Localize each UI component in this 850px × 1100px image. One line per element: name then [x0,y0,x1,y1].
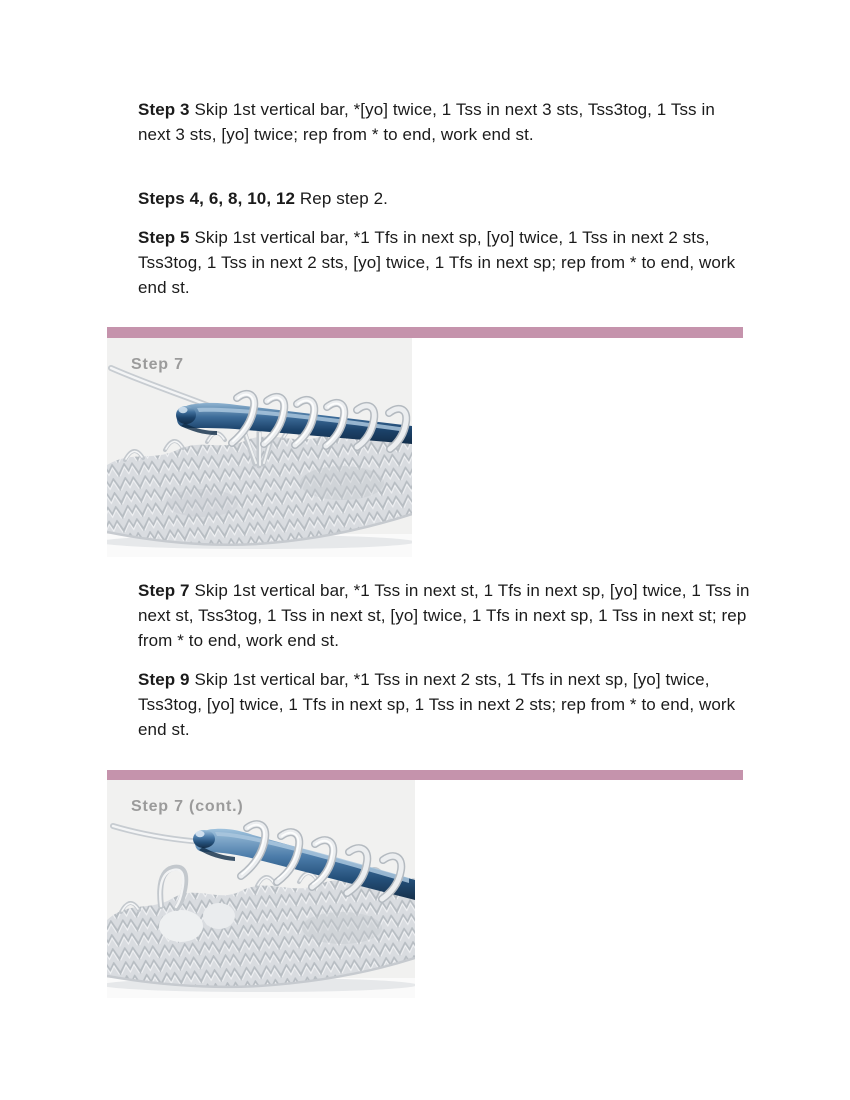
figure-caption: Step 7 (cont.) [131,798,244,815]
instruction-steps-4-6-8-10-12 [138,186,750,211]
section-divider-bar [107,770,743,780]
figure-step-7-cont-photo [107,780,415,998]
instruction-step-5 [138,225,750,300]
figure-step-7-photo [107,338,412,557]
step-3-text: Skip 1st vertical bar, *[yo] twice, 1 Tss in next 3 sts, Tss3tog, 1 Tss in next 3 sts, [yo] twice; rep from * to end, work end st. [138,100,715,144]
step-5-label: Step 5 [138,228,190,247]
step-9-label: Step 9 [138,670,190,689]
step-5-text: Skip 1st vertical bar, *1 Tfs in next sp, [yo] twice, 1 Tss in next 2 sts, Tss3tog, 1 Tss in next 2 sts, [yo] twice, 1 Tfs in next sp; rep from * to end, work end st. [138,228,736,297]
instruction-step-3 [138,97,750,147]
step-7-text: Skip 1st vertical bar, *1 Tss in next st, 1 Tfs in next sp, [yo] twice, 1 Tss in next st, Tss3tog, 1 Tss in next st, [yo] twice, 1 Tfs in next sp, 1 Tss in next st; rep from * to end, work end st. [138,581,750,650]
instruction-step-7 [138,578,750,653]
step-9-text: Skip 1st vertical bar, *1 Tss in next 2 sts, 1 Tfs in next sp, [yo] twice, Tss3tog, [yo] twice, 1 Tfs in next sp, 1 Tss in next 2 sts; rep from * to end, work end st. [138,670,736,739]
steps-4-6-8-10-12-text: Rep step 2. [295,189,388,208]
steps-4-6-8-10-12-label: Steps 4, 6, 8, 10, 12 [138,189,296,208]
section-divider-bar [107,327,743,338]
step-7-label: Step 7 [138,581,190,600]
instruction-step-9 [138,667,750,742]
figure-caption: Step 7 [131,356,184,373]
step-3-label: Step 3 [138,100,190,119]
